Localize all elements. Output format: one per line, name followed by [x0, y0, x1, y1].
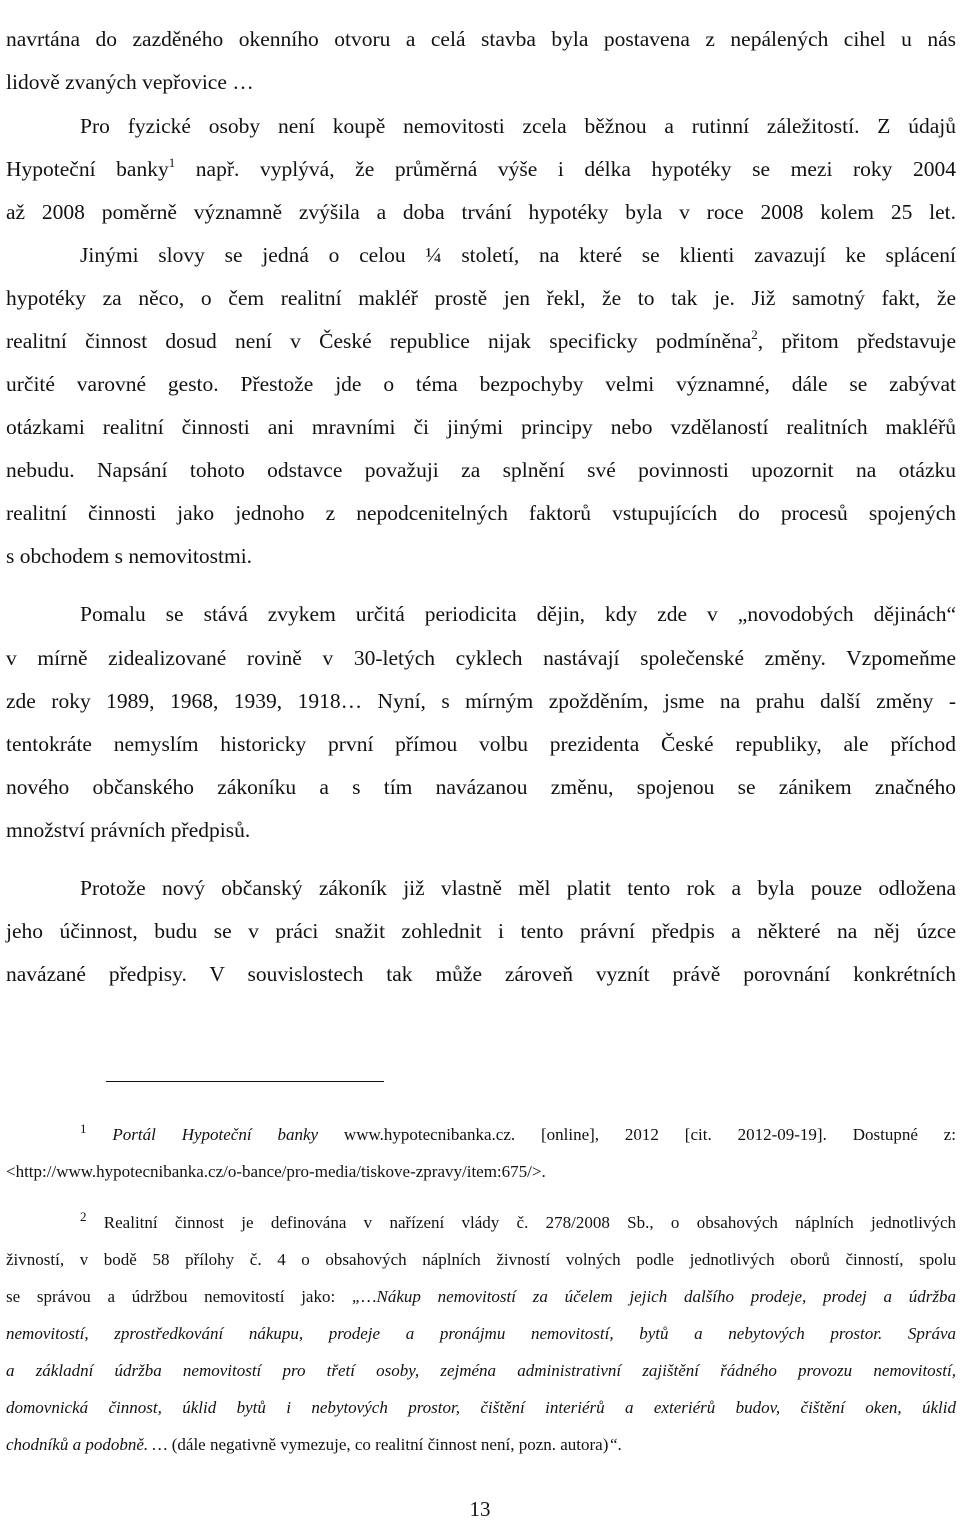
- body-line: navázané předpisy. V souvislostech tak může zároveň vyznít právě porovnání konkrétních: [6, 962, 956, 986]
- footnote-text: www.hypotecnibanka.cz. [online], 2012 [cit. 2012-09-19]. Dostupné z:: [318, 1125, 957, 1144]
- body-line: až 2008 poměrně významně zvýšila a doba trvání hypotéky byla v roce 2008 kolem 25 let.: [6, 200, 956, 224]
- body-line: nového občanského zákoníku a s tím navázanou změnu, spojenou se zánikem značného: [6, 775, 956, 799]
- body-line: nebudu. Napsání tohoto odstavce považuji za splnění své povinnosti upozornit na otázku: [6, 458, 956, 482]
- footnote-text: Realitní činnost je definována v nařízení vlády č. 278/2008 Sb., o obsahových náplních jednotlivých: [103, 1213, 957, 1232]
- body-line: [6, 154, 956, 184]
- footnote-quote: „…Nákup nemovitostí za účelem jejich dalšího prodeje, prodej a údržba: [351, 1287, 956, 1306]
- body-line: [6, 326, 956, 356]
- body-line: Pro fyzické osoby není koupě nemovitosti zcela běžnou a rutinní záležitostí. Z údajů: [80, 114, 956, 138]
- footnote-ref: 1: [168, 155, 176, 170]
- footnote-line: a základní údržba nemovitostí pro třetí osoby, zejména administrativní zajištění řádného provozu nemovitostí,: [6, 1361, 956, 1380]
- body-line: Protože nový občanský zákoník již vlastně měl platit tento rok a byla pouze odložena: [80, 876, 956, 900]
- body-text: , přitom představuje: [757, 329, 956, 353]
- footnote-1: [80, 1123, 956, 1147]
- footnote-quote: chodníků a podobně. …: [6, 1435, 168, 1454]
- body-line: Pomalu se stává zvykem určitá periodicita dějin, kdy zde v „novodobých dějinách“: [80, 602, 956, 626]
- footnote-line: domovnická činnost, úklid bytů i nebytových prostor, čištění interiérů a exteriérů budov, čištění oken, úklid: [6, 1398, 956, 1417]
- body-line: určité varovné gesto. Přestože jde o téma bezpochyby velmi významné, dále se zabývat: [6, 372, 956, 396]
- footnote-number: 2: [80, 1209, 87, 1224]
- footnote-1-url: <http://www.hypotecnibanka.cz/o-bance/pro-media/tiskove-zpravy/item:675/>.: [6, 1162, 546, 1181]
- footnote-line: nemovitostí, zprostředkování nákupu, prodeje a pronájmu nemovitostí, bytů a nebytových prostor. Správa: [6, 1324, 956, 1343]
- footnote-text: se správou a údržbou nemovitostí jako:: [6, 1287, 352, 1306]
- body-line: tentokráte nemyslím historicky první přímou volbu prezidenta České republiky, ale příchod: [6, 732, 956, 756]
- footnote-line: živností, v bodě 58 přílohy č. 4 o obsahových náplních živností volných podle jednotlivých oborů činností, spolu: [6, 1250, 956, 1269]
- body-line: jeho účinnost, budu se v práci snažit zohlednit i tento právní předpis a některé na něj úzce: [6, 919, 956, 943]
- body-line: s obchodem s nemovitostmi.: [6, 544, 253, 568]
- footnote-number: 1: [80, 1121, 87, 1136]
- body-line: otázkami realitní činnosti ani mravními či jinými principy nebo vzdělaností realitních makléřů: [6, 415, 956, 439]
- body-line: zde roky 1989, 1968, 1939, 1918… Nyní, s mírným zpožděním, jsme na prahu další změny -: [6, 689, 956, 713]
- body-line: hypotéky za něco, o čem realitní makléř prostě jen řekl, že to tak je. Již samotný fakt, že: [6, 286, 956, 310]
- body-line: realitní činnosti jako jednoho z nepodcenitelných faktorů vstupujících do procesů spojených: [6, 501, 956, 525]
- body-line: navrtána do zazděného okenního otvoru a celá stavba byla postavena z nepálených cihel u nás: [6, 27, 956, 51]
- body-line: v mírně zidealizované rovině v 30-letých cyklech nastávají společenské změny. Vzpomeňme: [6, 646, 956, 670]
- body-text: Hypoteční banky: [6, 157, 169, 181]
- footnote-line: [6, 1285, 956, 1309]
- body-text: např. vyplývá, že průměrná výše i délka hypotéky se mezi roky 2004: [175, 157, 956, 181]
- footnote-2: [80, 1211, 956, 1235]
- body-text: realitní činnost dosud není v České republice nijak specificky podmíněna: [6, 329, 752, 353]
- page-number: 13: [469, 1497, 491, 1521]
- body-line: lidově zvaných vepřovice …: [6, 70, 254, 94]
- body-line: Jinými slovy se jedná o celou ¼ století, na které se klienti zavazují ke splácení: [80, 243, 956, 267]
- footnote-title: Portál Hypoteční banky: [112, 1125, 319, 1144]
- body-line: množství právních předpisů.: [6, 818, 251, 842]
- footnote-text: (dále negativně vymezuje, co realitní činnost není, pozn. autora): [167, 1435, 609, 1454]
- footnote-separator: [106, 1081, 384, 1082]
- footnote-ref: 2: [751, 327, 758, 342]
- footnote-line: [6, 1433, 956, 1457]
- footnote-quote-end: “.: [608, 1435, 623, 1454]
